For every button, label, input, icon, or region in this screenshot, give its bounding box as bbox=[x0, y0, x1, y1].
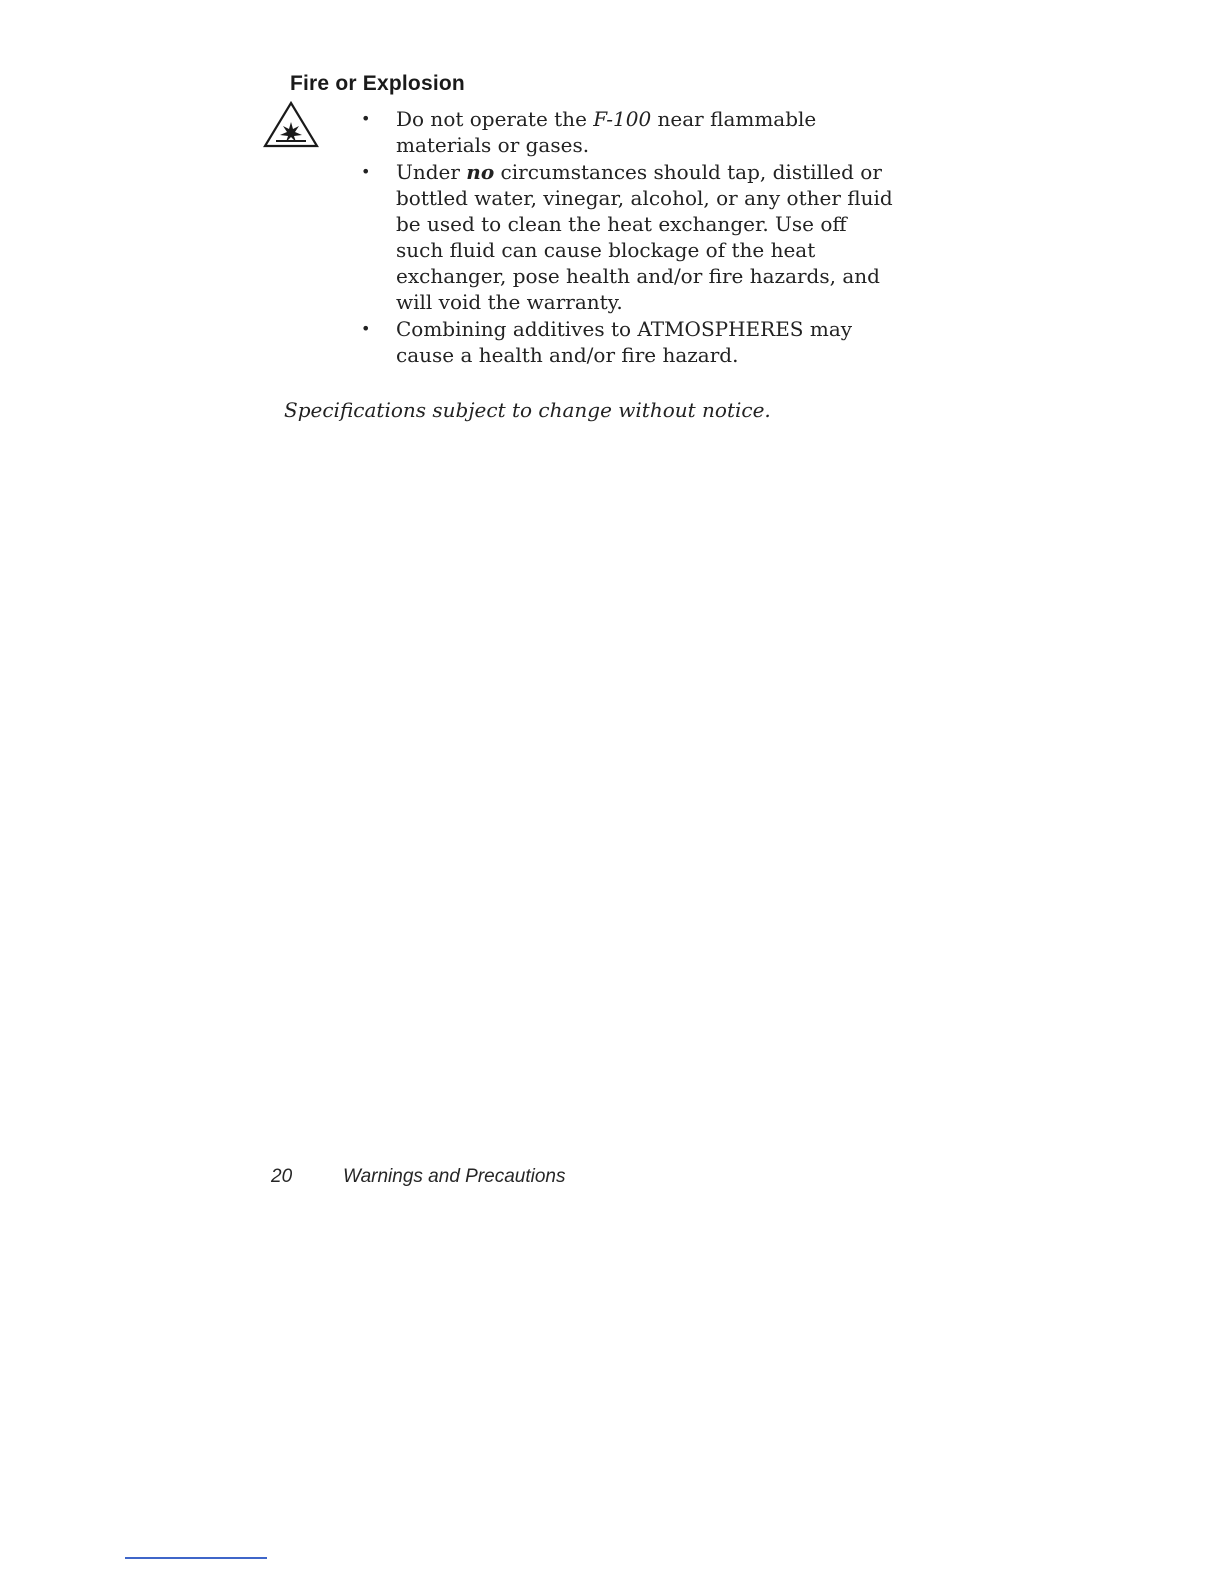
warning-list bbox=[355, 106, 895, 369]
list-item bbox=[355, 159, 895, 315]
list-item-text: Combining additives to ATMOSPHERES may cause a health and/or fire hazard. bbox=[396, 317, 853, 367]
page-number: 20 bbox=[271, 1166, 293, 1187]
list-item-text bbox=[396, 160, 893, 314]
text-run: Do not operate the bbox=[396, 107, 594, 131]
emphasis: no bbox=[466, 160, 495, 184]
list-item bbox=[355, 316, 895, 368]
divider-line bbox=[125, 1557, 267, 1559]
text-run: Under bbox=[396, 160, 467, 184]
text-run: circumstances should tap, distilled or bottled water, vinegar, alcohol, or any other fluid be used to clean the heat exchanger. Use off such fluid can cause blockage of the heat exchanger, pose health and/or fire hazards, and will void the warranty. bbox=[396, 160, 893, 314]
list-item bbox=[355, 106, 895, 158]
bullet-icon: • bbox=[361, 319, 371, 338]
text-run: near flammable materials or gases. bbox=[396, 107, 817, 157]
bullet-icon: • bbox=[361, 162, 371, 181]
specifications-note: Specifications subject to change without notice. bbox=[284, 398, 771, 422]
explosion-warning-icon bbox=[262, 100, 320, 150]
footer-section-title: Warnings and Precautions bbox=[343, 1166, 566, 1187]
product-name: F-100 bbox=[593, 107, 652, 131]
section-heading: Fire or Explosion bbox=[290, 72, 465, 95]
bullet-icon: • bbox=[361, 109, 371, 128]
list-item-text bbox=[396, 107, 816, 157]
page-footer bbox=[271, 1166, 566, 1188]
